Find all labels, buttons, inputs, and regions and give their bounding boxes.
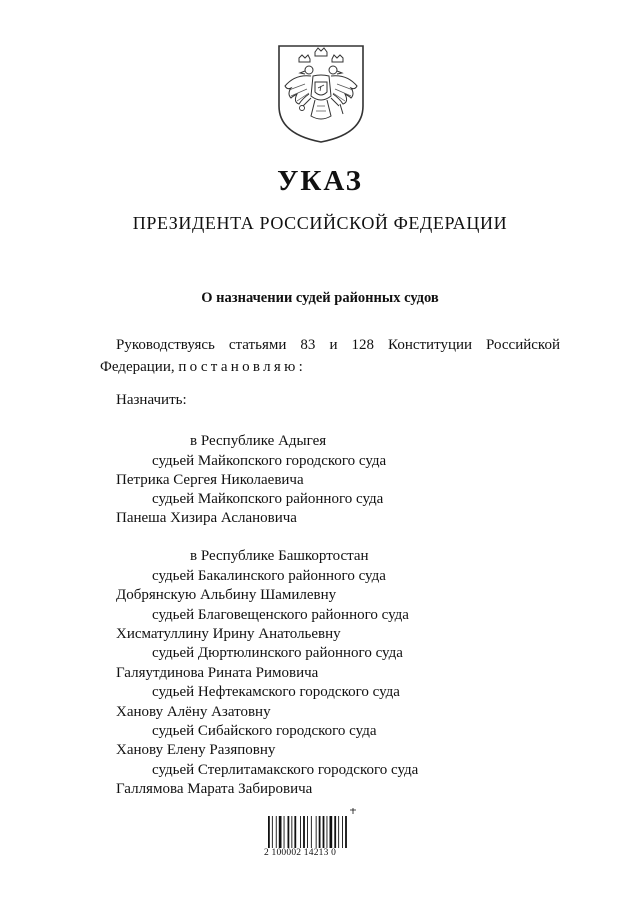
court-line: судьей Дюртюлинского районного суда (152, 645, 403, 661)
court-line: судьей Нефтекамского городского суда (152, 684, 400, 700)
preamble-line-2 (100, 356, 560, 378)
decree-intro: Назначить: (116, 392, 187, 408)
preamble-line-1: Руководствуясь статьями 83 и 128 Конституции Российской (116, 337, 560, 353)
decree-title: УКАЗ (277, 165, 363, 197)
court-line: судьей Майкопского городского суда (152, 453, 387, 469)
court-line: судьей Бакалинского районного суда (152, 568, 386, 584)
court-line: судьей Сибайского городского суда (152, 723, 377, 739)
judge-name: Панеша Хизира Аслановича (116, 510, 297, 526)
court-line: судьей Стерлитамакского городского суда (152, 762, 419, 778)
decree-preamble (100, 334, 560, 378)
decree-subtitle: ПРЕЗИДЕНТА РОССИЙСКОЙ ФЕДЕРАЦИИ (132, 213, 508, 233)
court-line: судьей Майкопского районного суда (152, 491, 384, 507)
judge-name: Ханову Елену Разяповну (116, 742, 276, 758)
region-heading: в Республике Адыгея (190, 433, 327, 449)
judge-name: Галяутдинова Рината Римовича (116, 665, 319, 681)
judge-name: Добрянскую Альбину Шамилевну (116, 587, 337, 603)
judge-name: Ханову Алёну Азатовну (116, 704, 271, 720)
barcode-icon (264, 808, 364, 848)
judge-name: Петрика Сергея Николаевича (116, 472, 304, 488)
judge-name: Хисматуллину Ирину Анатольевну (116, 626, 341, 642)
coat-of-arms-icon (277, 44, 365, 144)
decree-heading: О назначении судей районных судов (201, 290, 439, 306)
judge-name: Галлямова Марата Забировича (116, 781, 313, 797)
region-heading: в Республике Башкортостан (190, 548, 369, 564)
preamble-decree-word: постановляю: (178, 359, 307, 375)
court-line: судьей Благовещенского районного суда (152, 607, 409, 623)
preamble-line-2-text: Федерации, (100, 359, 175, 375)
barcode-number: 2 100002 14213 0 (264, 848, 337, 858)
